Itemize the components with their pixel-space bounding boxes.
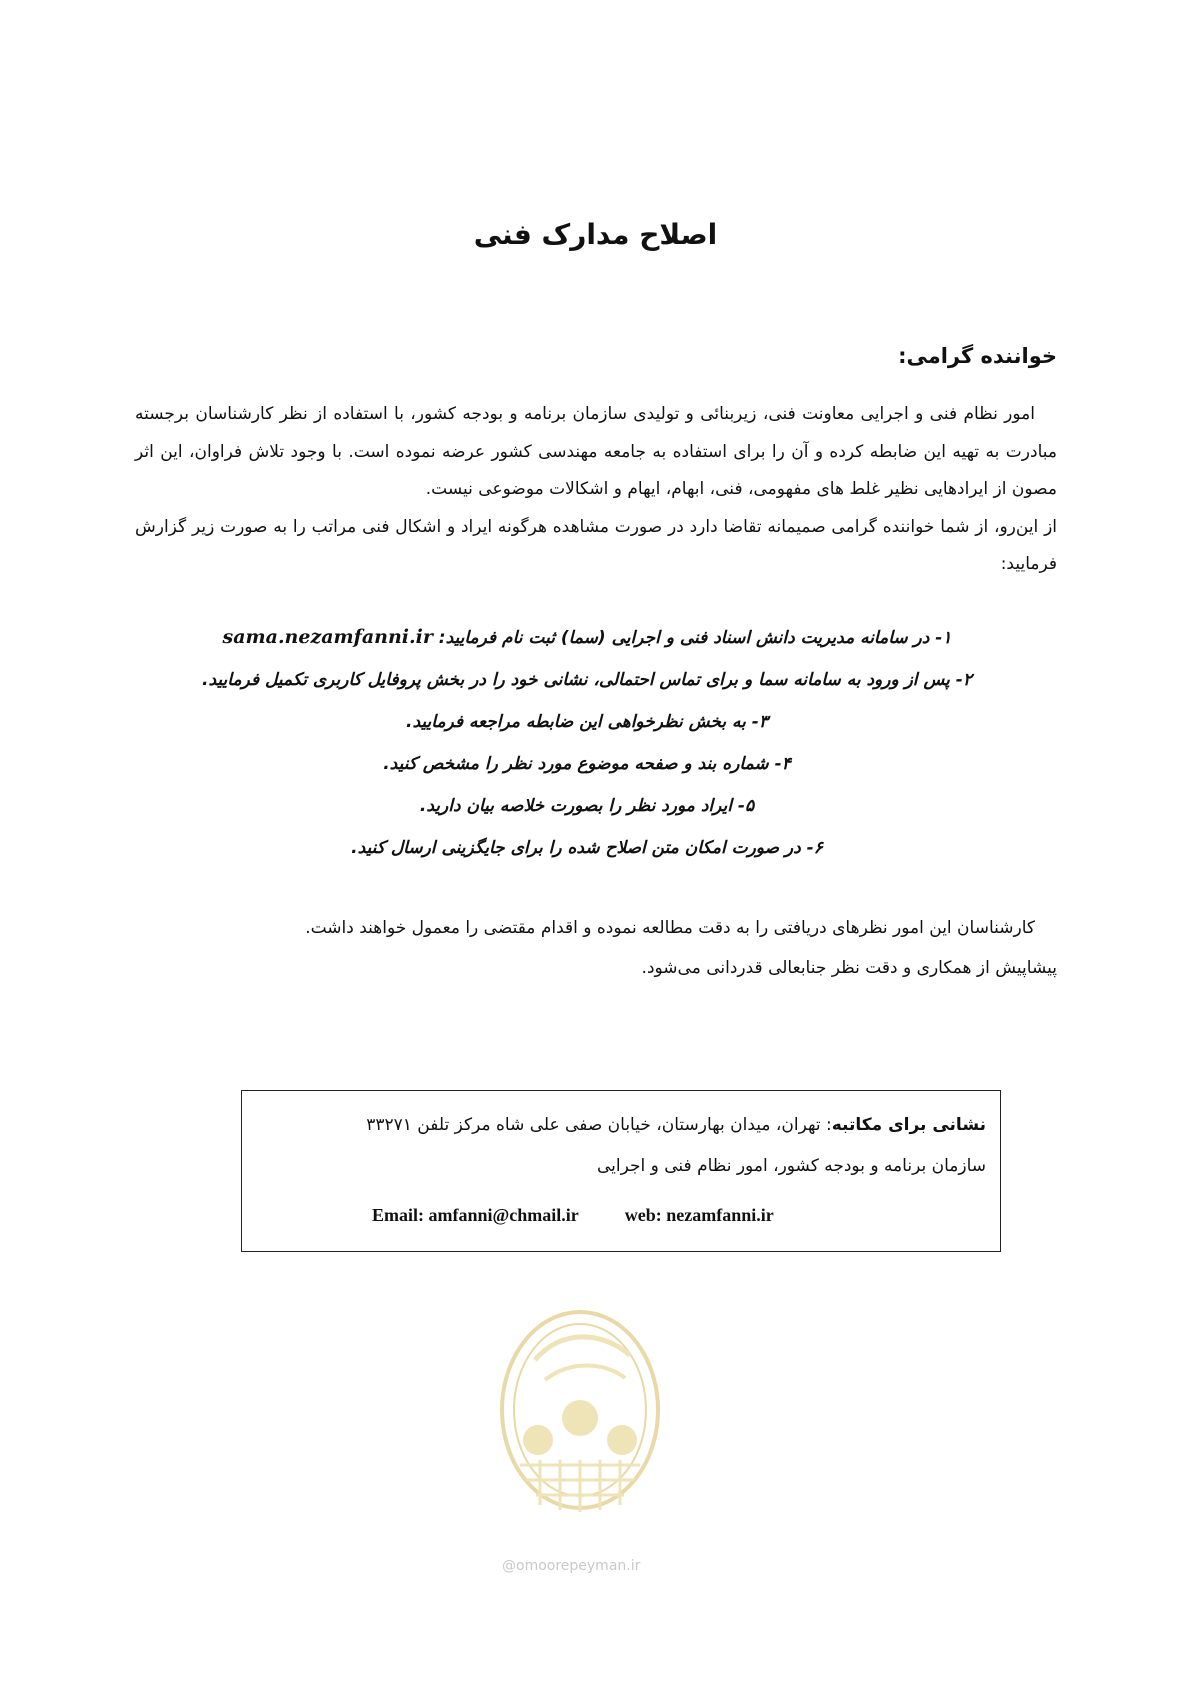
web-link[interactable]: web: nezamfanni.ir (624, 1205, 774, 1225)
step-item-3 (117, 701, 1057, 743)
step-text: ۶- در صورت امکان متن اصلاح شده را برای جایگزینی ارسال کنید. (351, 838, 823, 858)
closing-section (135, 908, 1057, 988)
step-item-5 (117, 785, 1057, 827)
closing-paragraph-2: پیشاپیش از همکاری و دقت نظر جنابعالی قدردانی می‌شود. (641, 958, 1057, 978)
address-line-2: سازمان برنامه و بودجه کشور، امور نظام فنی و اجرایی (596, 1156, 986, 1176)
step-item-2 (117, 659, 1057, 701)
address-label: نشانی برای مکاتبه (831, 1115, 986, 1135)
steps-list (117, 616, 1057, 869)
step-item-1 (117, 616, 1057, 659)
email-link[interactable]: Email: amfanni@chmail.ir (372, 1205, 579, 1225)
address-line-1 (256, 1105, 986, 1146)
watermark-text: @omoorepeyman.ir (502, 1558, 641, 1574)
intro-section (135, 396, 1057, 584)
step-text: ۵- ایراد مورد نظر را بصورت خلاصه بیان دارید. (419, 796, 755, 816)
intro-paragraph-1: امور نظام فنی و اجرایی معاونت فنی، زیربنائی و تولیدی سازمان برنامه و بودجه کشور، با استفاده از نظر کارشناسان برجسته مبادرت به تهیه این ضابطه کرده و آن را برای استفاده به جامعه مهندسی کشور عرضه نموده است. با وجود تلاش فراوان، این اثر مصون از ایرادهایی نظیر غلط های مفهومی، فنی، ابهام، ایهام و اشکالات موضوعی نیست. (135, 404, 1057, 499)
intro-paragraph-2: از این‌رو، از شما خواننده گرامی صمیمانه تقاضا دارد در صورت مشاهده هرگونه ایراد و اشکال فنی مراتب را به صورت زیر گزارش فرمایید: (135, 516, 1057, 574)
gear-seal-logo-icon (490, 1300, 670, 1540)
step-text: ۲- پس از ورود به سامانه سما و برای تماس احتمالی، نشانی خود را در بخش پروفایل کاربری تکمیل فرمایید. (202, 670, 972, 690)
step-text: ۱- در سامانه مدیریت دانش اسناد فنی و اجرایی (سما) ثبت نام فرمایید: (438, 628, 952, 648)
step-text: ۴- شماره بند و صفحه موضوع مورد نظر را مشخص کنید. (383, 754, 791, 774)
contact-row (256, 1195, 986, 1236)
step-item-6 (117, 827, 1057, 869)
step-text: ۳- به بخش نظرخواهی این ضابطه مراجعه فرمایید. (406, 712, 768, 732)
greeting-heading: خواننده گرامی: (898, 344, 1057, 368)
sama-link[interactable]: sama.nezamfanni.ir (222, 626, 433, 648)
address-box (241, 1090, 1001, 1252)
page-title: اصلاح مدارک فنی (473, 218, 718, 251)
closing-paragraph-1: کارشناسان این امور نظرهای دریافتی را به دقت مطالعه نموده و اقدام مقتضی را معمول خواهند داشت. (305, 918, 1035, 938)
address-text: : تهران، میدان بهارستان، خیابان صفی علی شاه مرکز تلفن ۳۳۲۷۱ (366, 1115, 832, 1135)
step-item-4 (117, 743, 1057, 785)
